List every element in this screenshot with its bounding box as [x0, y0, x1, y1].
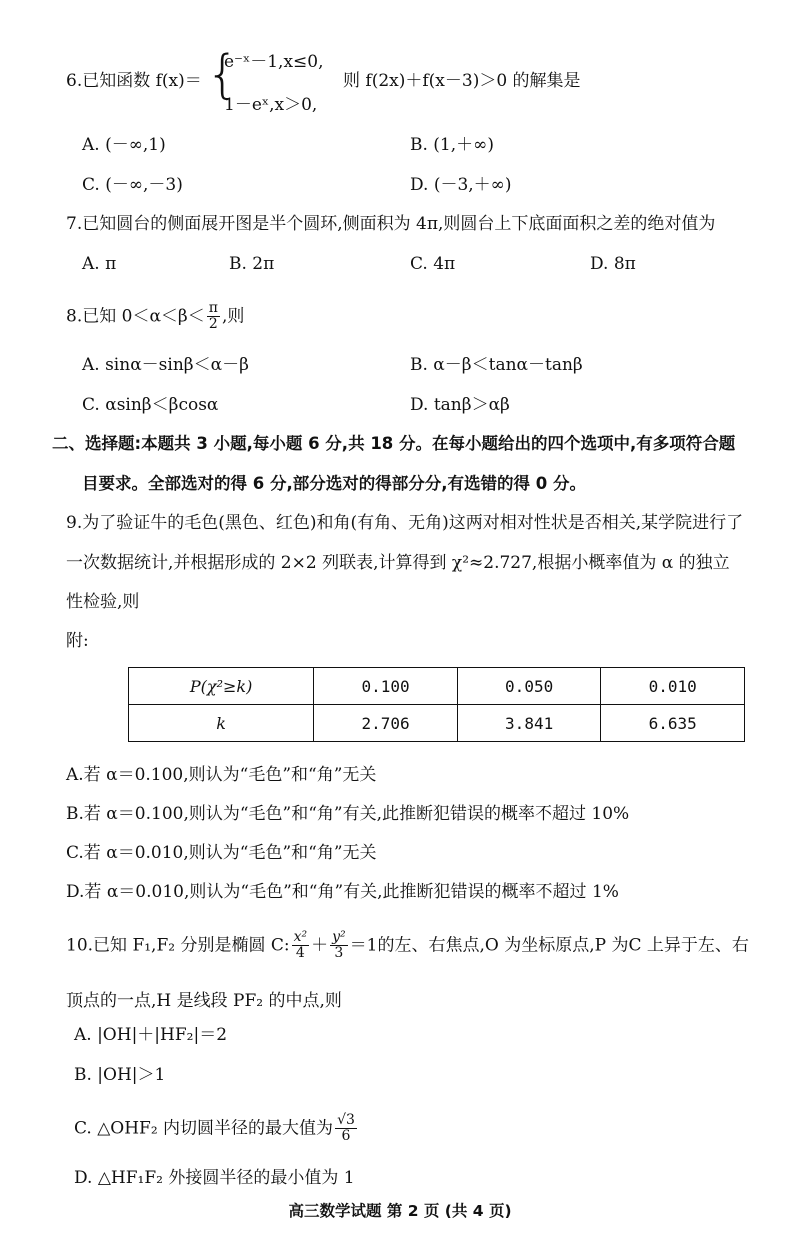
- q7-stem: 7.已知圆台的侧面展开图是半个圆环,侧面积为 4π,则圆台上下底面面积之差的绝对值为: [66, 214, 716, 234]
- q6-option-c: C. (－∞,－3): [82, 175, 183, 195]
- q8-stem-suffix: ,则: [221, 306, 245, 327]
- q6-piece-1: e⁻ˣ－1,x≤0,: [224, 52, 324, 72]
- q6-option-a: A. (－∞,1): [82, 135, 166, 155]
- section-2-heading-line2: 目要求。全部选对的得 6 分,部分选对的得部分分,有选错的得 0 分。: [82, 474, 586, 493]
- chi-square-table: [128, 667, 745, 742]
- table-cell: 3.841: [457, 705, 601, 742]
- q10-stem-prefix: 10.已知 F₁,F₂ 分别是椭圆 C:: [66, 935, 290, 956]
- q9-appendix-label: 附:: [66, 631, 89, 651]
- q7-option-a: A. π: [82, 254, 117, 274]
- frac-numerator: √3: [337, 1112, 355, 1128]
- q10-option-d: D. △HF₁F₂ 外接圆半径的最小值为 1: [74, 1168, 355, 1188]
- plus-sign: ＋: [311, 935, 329, 956]
- frac-denominator: 4: [295, 945, 305, 962]
- q10-stem-line2: 顶点的一点,H 是线段 PF₂ 的中点,则: [66, 991, 342, 1011]
- q8-stem-prefix: 8.已知 0＜α＜β＜: [66, 306, 205, 327]
- table-cell: 0.100: [314, 668, 458, 705]
- q9-option-b: B.若 α＝0.100,则认为“毛色”和“角”有关,此推断犯错误的概率不超过 10%: [66, 804, 630, 824]
- q6-stem-suffix: 则 f(2x)＋f(x－3)＞0 的解集是: [343, 71, 581, 91]
- q9-option-c: C.若 α＝0.010,则认为“毛色”和“角”无关: [66, 843, 377, 863]
- q10-option-c: [74, 1113, 359, 1145]
- table-cell: k: [129, 705, 314, 742]
- frac-denominator: 2: [208, 316, 218, 333]
- q10-option-c-text: C. △OHF₂ 内切圆半径的最大值为: [74, 1118, 334, 1139]
- table-cell: P(χ²≥k): [129, 668, 314, 705]
- table-cell: 0.010: [601, 668, 745, 705]
- frac-numerator: x²: [293, 929, 308, 945]
- q10-stem-line1: [66, 930, 749, 962]
- q9-stem-line2: 一次数据统计,并根据形成的 2×2 列联表,计算得到 χ²≈2.727,根据小概率值为 α 的独立: [66, 553, 730, 573]
- q6-option-d: D. (－3,＋∞): [410, 175, 512, 195]
- q9-stem-line3: 性检验,则: [66, 592, 140, 612]
- table-row: [129, 705, 745, 742]
- q6-stem-prefix: 6.已知函数 f(x)＝: [66, 71, 202, 91]
- frac-denominator: 3: [334, 945, 344, 962]
- sqrt3-over-6-fraction: [335, 1113, 357, 1145]
- q6-piece-2: 1－eˣ,x＞0,: [224, 95, 318, 115]
- q10-option-a: A. |OH|＋|HF₂|＝2: [74, 1025, 228, 1045]
- q8-option-b: B. α－β＜tanα－tanβ: [410, 355, 583, 375]
- q9-option-a: A.若 α＝0.100,则认为“毛色”和“角”无关: [66, 765, 377, 785]
- table-cell: 0.050: [457, 668, 601, 705]
- q9-option-d: D.若 α＝0.010,则认为“毛色”和“角”有关,此推断犯错误的概率不超过 1%: [66, 882, 619, 902]
- q8-option-d: D. tanβ＞αβ: [410, 395, 510, 415]
- q8-option-a: A. sinα－sinβ＜α－β: [82, 355, 249, 375]
- q7-option-c: C. 4π: [410, 254, 456, 274]
- frac-numerator: π: [208, 300, 218, 316]
- x-squared-over-4-fraction: [292, 930, 310, 962]
- q10-option-b: B. |OH|＞1: [74, 1065, 166, 1085]
- q6-option-b: B. (1,＋∞): [410, 135, 494, 155]
- table-cell: 6.635: [601, 705, 745, 742]
- q8-stem: [66, 301, 244, 333]
- q9-stem-line1: 9.为了验证牛的毛色(黑色、红色)和角(有角、无角)这两对相对性状是否相关,某学院进行了: [66, 513, 744, 533]
- table-row: [129, 668, 745, 705]
- y-squared-over-3-fraction: [330, 930, 348, 962]
- q8-option-c: C. αsinβ＜βcosα: [82, 395, 219, 415]
- q10-stem-suffix: ＝1的左、右焦点,O 为坐标原点,P 为C 上异于左、右: [349, 935, 749, 956]
- q7-option-b: B. 2π: [229, 254, 275, 274]
- section-2-heading-line1: 二、选择题:本题共 3 小题,每小题 6 分,共 18 分。在每小题给出的四个选项中,有多项符合题: [52, 434, 736, 453]
- table-cell: 2.706: [314, 705, 458, 742]
- q7-option-d: D. 8π: [590, 254, 636, 274]
- frac-denominator: 6: [341, 1128, 351, 1145]
- piecewise-brace: {: [206, 45, 240, 105]
- frac-numerator: y²: [332, 929, 346, 945]
- pi-over-2-fraction: [207, 301, 220, 333]
- page-footer: 高三数学试题 第 2 页 (共 4 页): [288, 1202, 512, 1220]
